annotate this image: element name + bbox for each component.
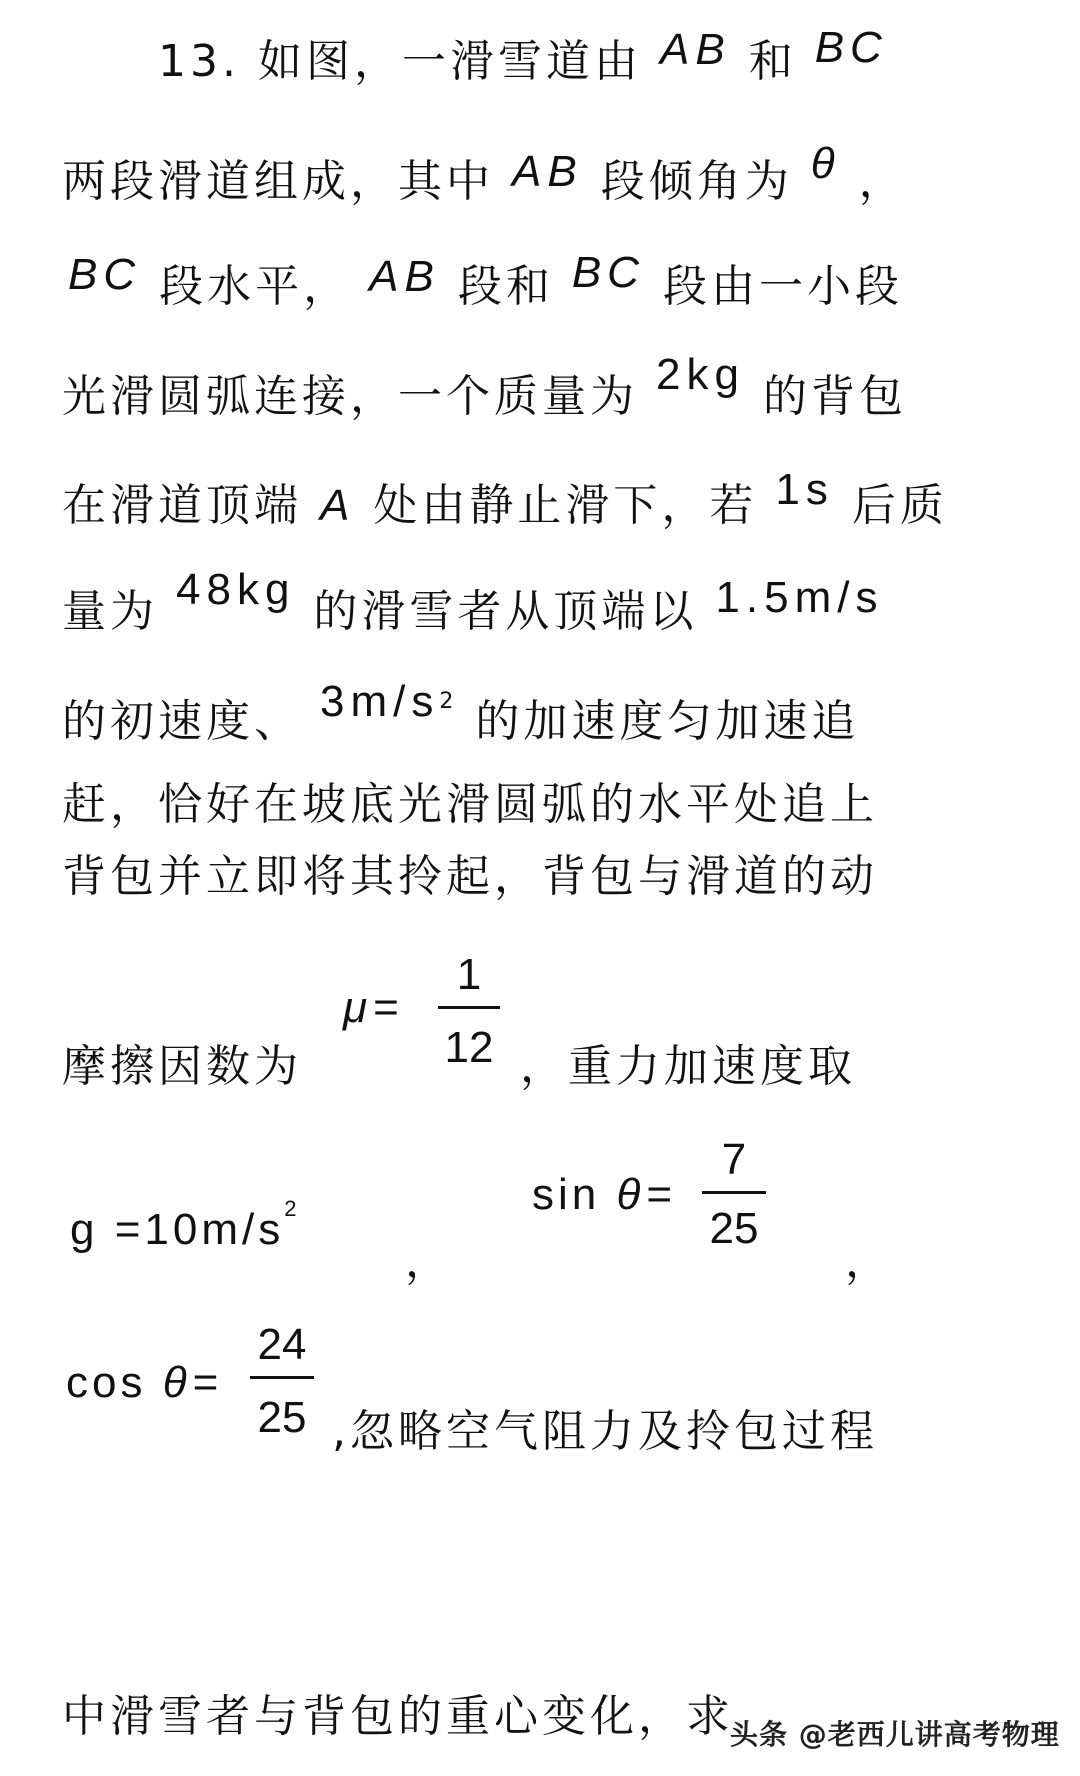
problem-line-7: 的初速度、 $3m/s^2$ 的加速度匀加速追 <box>62 677 860 747</box>
cos-fraction: 24 25 <box>250 1320 314 1443</box>
watermark: 头条 @老西儿讲高考物理 <box>730 1718 1060 1751</box>
problem-line-2: 两段滑道组成，其中 AB 段倾角为 θ ， <box>62 139 907 207</box>
cos-expression: cos θ= <box>66 1358 223 1407</box>
problem-line-3: BC 段水平， AB 段和 BC 段由一小段 <box>68 248 903 312</box>
sin-fraction: 7 25 <box>702 1135 766 1254</box>
problem-line-9: 背包并立即将其拎起，背包与滑道的动 <box>62 851 878 902</box>
problem-line-cos-tail: ,忽略空气阻力及拎包过程 <box>332 1406 878 1457</box>
fraction-bar <box>250 1376 314 1379</box>
problem-line-5: 在滑道顶端 A 处由静止滑下，若 1s 后质 <box>62 465 948 531</box>
mu-fraction: 1 12 <box>438 950 500 1073</box>
problem-line-8: 赶，恰好在坡底光滑圆弧的水平处追上 <box>62 779 878 830</box>
problem-line-1: 13. 如图，一滑雪道由 AB 和 BC <box>158 23 888 87</box>
problem-number: 13. <box>158 36 240 87</box>
fraction-bar <box>438 1006 500 1009</box>
fraction-bar <box>702 1191 766 1194</box>
problem-line-6: 量为 48kg 的滑雪者从顶端以 1.5m/s <box>62 565 884 637</box>
problem-line-4: 光滑圆弧连接，一个质量为 2kg 的背包 <box>62 350 907 422</box>
problem-line-10: 摩擦因数为 <box>62 1041 302 1092</box>
problem-line-10-tail: ，重力加速度取 <box>520 1041 856 1092</box>
comma-2: ， <box>845 1237 893 1286</box>
sin-expression: sin θ= <box>532 1170 677 1219</box>
gravity-expression: $g =10m/s^2$ <box>70 1196 301 1254</box>
mu-symbol: μ= <box>343 983 403 1032</box>
problem-line-11: 中滑雪者与背包的重心变化，求 <box>62 1691 734 1742</box>
comma-1: ， <box>405 1237 453 1286</box>
